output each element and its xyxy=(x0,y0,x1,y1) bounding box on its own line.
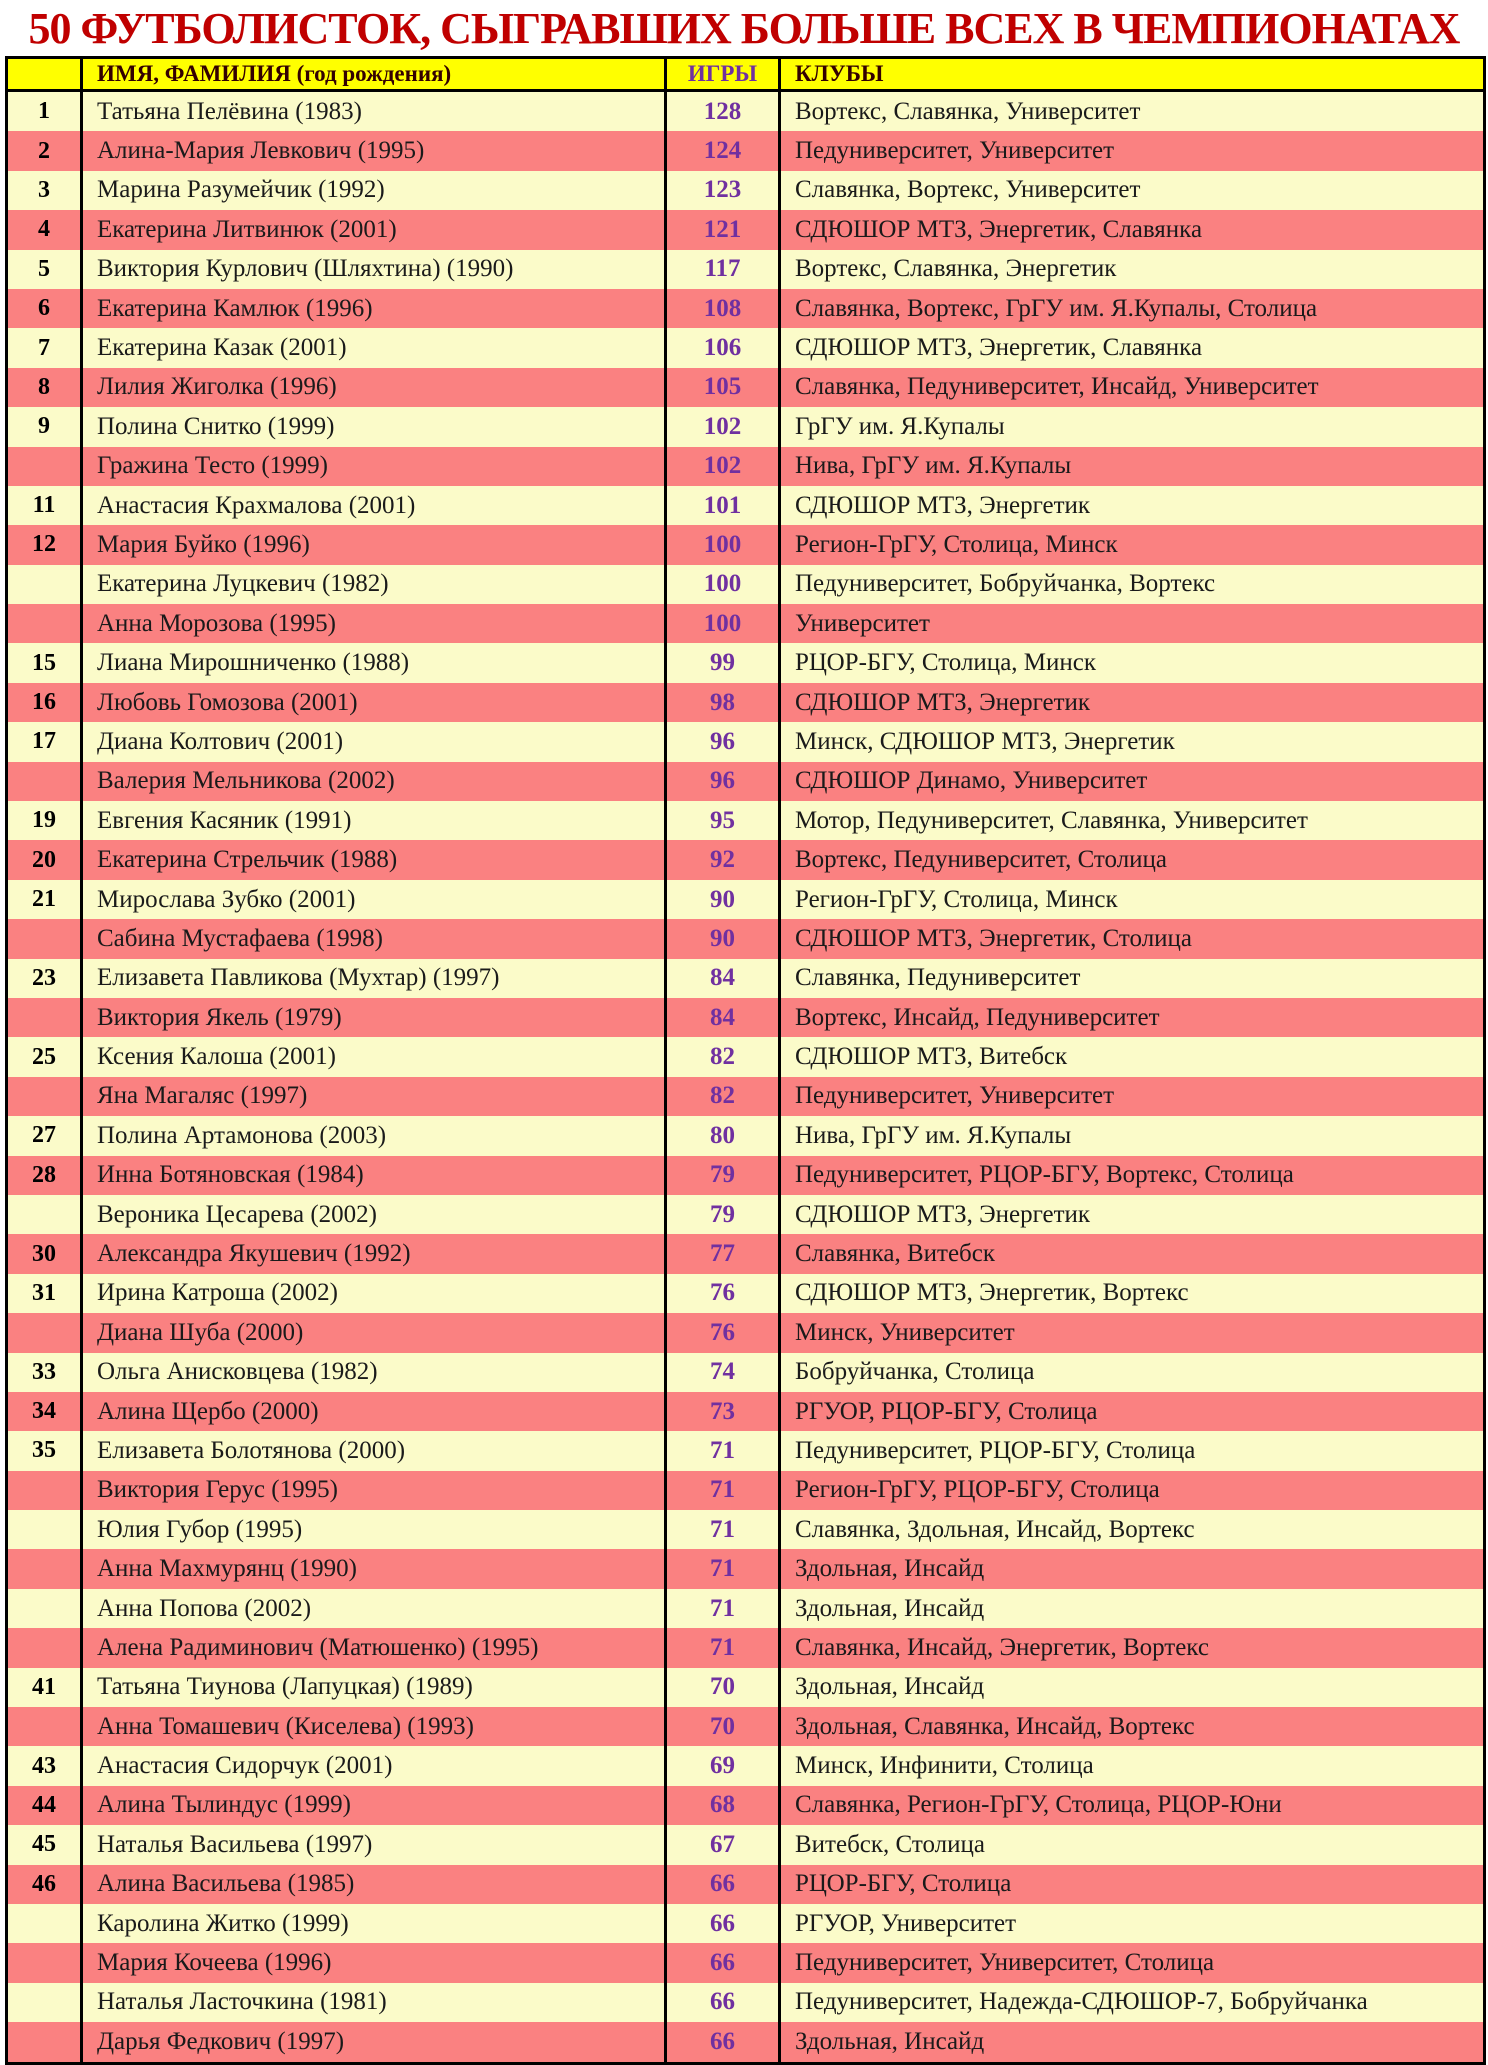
clubs-cell: Мотор, Педуниверситет, Славянка, Университет xyxy=(780,801,1485,840)
table-row xyxy=(7,131,1485,170)
name-cell: Инна Ботяновская (1984) xyxy=(82,1156,666,1195)
games-cell: 68 xyxy=(666,1786,780,1825)
games-cell: 70 xyxy=(666,1707,780,1746)
clubs-cell: СДЮШОР МТЗ, Энергетик xyxy=(780,683,1485,722)
table-row xyxy=(7,1392,1485,1431)
players-table-body xyxy=(7,91,1485,2064)
table-row xyxy=(7,1274,1485,1313)
name-cell: Марина Разумейчик (1992) xyxy=(82,171,666,210)
games-cell: 98 xyxy=(666,683,780,722)
name-cell: Ксения Калоша (2001) xyxy=(82,1037,666,1076)
games-cell: 92 xyxy=(666,840,780,879)
clubs-cell: Педуниверситет, Университет, Столица xyxy=(780,1943,1485,1982)
rank-cell: 3 xyxy=(7,171,82,210)
clubs-cell: Славянка, Педуниверситет, Инсайд, Университет xyxy=(780,368,1485,407)
clubs-cell: Вортекс, Славянка, Энергетик xyxy=(780,250,1485,289)
games-cell: 73 xyxy=(666,1392,780,1431)
clubs-cell: СДЮШОР МТЗ, Энергетик, Славянка xyxy=(780,328,1485,367)
name-cell: Яна Магаляс (1997) xyxy=(82,1077,666,1116)
clubs-cell: Славянка, Вортекс, Университет xyxy=(780,171,1485,210)
table-row xyxy=(7,2022,1485,2063)
games-cell: 77 xyxy=(666,1234,780,1273)
table-row xyxy=(7,250,1485,289)
games-cell: 67 xyxy=(666,1825,780,1864)
name-cell: Елизавета Болотянова (2000) xyxy=(82,1431,666,1470)
clubs-cell: СДЮШОР МТЗ, Энергетик, Столица xyxy=(780,919,1485,958)
clubs-cell: РГУОР, Университет xyxy=(780,1904,1485,1943)
clubs-cell: Вортекс, Инсайд, Педуниверситет xyxy=(780,998,1485,1037)
table-row xyxy=(7,604,1485,643)
rank-cell: 7 xyxy=(7,328,82,367)
table-row xyxy=(7,486,1485,525)
rank-cell: 44 xyxy=(7,1786,82,1825)
games-cell: 101 xyxy=(666,486,780,525)
table-row xyxy=(7,1156,1485,1195)
table-row xyxy=(7,683,1485,722)
games-cell: 117 xyxy=(666,250,780,289)
clubs-cell: СДЮШОР МТЗ, Энергетик, Вортекс xyxy=(780,1274,1485,1313)
name-cell: Анна Попова (2002) xyxy=(82,1589,666,1628)
clubs-cell: РГУОР, РЦОР-БГУ, Столица xyxy=(780,1392,1485,1431)
table-row xyxy=(7,407,1485,446)
clubs-cell: Регион-ГрГУ, Столица, Минск xyxy=(780,525,1485,564)
name-cell: Алена Радиминович (Матюшенко) (1995) xyxy=(82,1628,666,1667)
clubs-cell: Педуниверситет, Надежда-СДЮШОР-7, Бобруйчанка xyxy=(780,1983,1485,2022)
rank-cell xyxy=(7,1904,82,1943)
games-cell: 66 xyxy=(666,1983,780,2022)
name-cell: Татьяна Тиунова (Лапуцкая) (1989) xyxy=(82,1668,666,1707)
rank-cell: 17 xyxy=(7,722,82,761)
table-row xyxy=(7,1786,1485,1825)
table-row xyxy=(7,1353,1485,1392)
games-cell: 66 xyxy=(666,1865,780,1904)
clubs-cell: Славянка, Педуниверситет xyxy=(780,959,1485,998)
games-cell: 71 xyxy=(666,1589,780,1628)
clubs-cell: Педуниверситет, РЦОР-БГУ, Столица xyxy=(780,1431,1485,1470)
games-cell: 102 xyxy=(666,447,780,486)
table-row xyxy=(7,1865,1485,1904)
table-row xyxy=(7,1471,1485,1510)
rank-cell xyxy=(7,1549,82,1588)
name-cell: Анна Махмурянц (1990) xyxy=(82,1549,666,1588)
games-cell: 90 xyxy=(666,880,780,919)
page-title: 50 ФУТБОЛИСТОК, СЫГРАВШИХ БОЛЬШЕ ВСЕХ В ЧЕМПИОНАТАХ xyxy=(28,4,1460,53)
clubs-cell: РЦОР-БГУ, Столица, Минск xyxy=(780,643,1485,682)
name-cell: Виктория Якель (1979) xyxy=(82,998,666,1037)
rank-cell xyxy=(7,1077,82,1116)
rank-cell: 16 xyxy=(7,683,82,722)
table-row xyxy=(7,171,1485,210)
table-row xyxy=(7,525,1485,564)
name-cell: Валерия Мельникова (2002) xyxy=(82,762,666,801)
table-row xyxy=(7,1077,1485,1116)
rank-cell: 20 xyxy=(7,840,82,879)
table-row xyxy=(7,1510,1485,1549)
clubs-cell: Нива, ГрГУ им. Я.Купалы xyxy=(780,1116,1485,1155)
name-cell: Алина Тылиндус (1999) xyxy=(82,1786,666,1825)
games-cell: 90 xyxy=(666,919,780,958)
clubs-cell: Нива, ГрГУ им. Я.Купалы xyxy=(780,447,1485,486)
games-cell: 71 xyxy=(666,1549,780,1588)
name-cell: Любовь Гомозова (2001) xyxy=(82,683,666,722)
table-row xyxy=(7,919,1485,958)
table-row xyxy=(7,1943,1485,1982)
rank-cell: 5 xyxy=(7,250,82,289)
name-cell: Мария Буйко (1996) xyxy=(82,525,666,564)
table-row xyxy=(7,1904,1485,1943)
games-cell: 128 xyxy=(666,91,780,132)
rank-cell xyxy=(7,2022,82,2063)
rank-cell: 25 xyxy=(7,1037,82,1076)
rank-cell: 1 xyxy=(7,91,82,132)
rank-cell xyxy=(7,919,82,958)
table-row xyxy=(7,643,1485,682)
rank-cell: 34 xyxy=(7,1392,82,1431)
clubs-cell: Витебск, Столица xyxy=(780,1825,1485,1864)
rank-cell: 33 xyxy=(7,1353,82,1392)
rank-cell: 9 xyxy=(7,407,82,446)
clubs-cell: СДЮШОР МТЗ, Энергетик xyxy=(780,1195,1485,1234)
games-cell: 84 xyxy=(666,998,780,1037)
table-row xyxy=(7,289,1485,328)
name-cell: Екатерина Стрельчик (1988) xyxy=(82,840,666,879)
rank-cell xyxy=(7,565,82,604)
games-cell: 71 xyxy=(666,1628,780,1667)
clubs-cell: Славянка, Здольная, Инсайд, Вортекс xyxy=(780,1510,1485,1549)
games-cell: 96 xyxy=(666,722,780,761)
games-cell: 76 xyxy=(666,1313,780,1352)
clubs-cell: Славянка, Инсайд, Энергетик, Вортекс xyxy=(780,1628,1485,1667)
name-cell: Елизавета Павликова (Мухтар) (1997) xyxy=(82,959,666,998)
games-cell: 66 xyxy=(666,2022,780,2063)
games-cell: 121 xyxy=(666,210,780,249)
clubs-cell: ГрГУ им. Я.Купалы xyxy=(780,407,1485,446)
rank-cell: 35 xyxy=(7,1431,82,1470)
table-row xyxy=(7,840,1485,879)
header-clubs-cell: КЛУБЫ xyxy=(780,58,1485,91)
rank-cell: 15 xyxy=(7,643,82,682)
name-cell: Анастасия Крахмалова (2001) xyxy=(82,486,666,525)
name-cell: Мирослава Зубко (2001) xyxy=(82,880,666,919)
games-cell: 80 xyxy=(666,1116,780,1155)
games-cell: 105 xyxy=(666,368,780,407)
name-cell: Алина Щербо (2000) xyxy=(82,1392,666,1431)
rank-cell: 43 xyxy=(7,1746,82,1785)
rank-cell xyxy=(7,1983,82,2022)
table-row xyxy=(7,959,1485,998)
table-row xyxy=(7,1037,1485,1076)
clubs-cell: Вортекс, Педуниверситет, Столица xyxy=(780,840,1485,879)
rank-cell xyxy=(7,1589,82,1628)
name-cell: Виктория Курлович (Шляхтина) (1990) xyxy=(82,250,666,289)
rank-cell: 46 xyxy=(7,1865,82,1904)
games-cell: 99 xyxy=(666,643,780,682)
rank-cell: 41 xyxy=(7,1668,82,1707)
table-row xyxy=(7,328,1485,367)
rank-cell xyxy=(7,762,82,801)
rank-cell xyxy=(7,1471,82,1510)
table-row xyxy=(7,1707,1485,1746)
name-cell: Виктория Герус (1995) xyxy=(82,1471,666,1510)
name-cell: Каролина Житко (1999) xyxy=(82,1904,666,1943)
table-row xyxy=(7,722,1485,761)
table-row xyxy=(7,801,1485,840)
games-cell: 79 xyxy=(666,1195,780,1234)
rank-cell xyxy=(7,1195,82,1234)
rank-cell: 19 xyxy=(7,801,82,840)
clubs-cell: Педуниверситет, Университет xyxy=(780,1077,1485,1116)
table-row xyxy=(7,880,1485,919)
name-cell: Алина-Мария Левкович (1995) xyxy=(82,131,666,170)
name-cell: Полина Артамонова (2003) xyxy=(82,1116,666,1155)
name-cell: Лилия Жиголка (1996) xyxy=(82,368,666,407)
clubs-cell: Здольная, Инсайд xyxy=(780,2022,1485,2063)
name-cell: Екатерина Казак (2001) xyxy=(82,328,666,367)
table-row xyxy=(7,565,1485,604)
games-cell: 100 xyxy=(666,565,780,604)
name-cell: Анна Томашевич (Киселева) (1993) xyxy=(82,1707,666,1746)
games-cell: 123 xyxy=(666,171,780,210)
games-cell: 82 xyxy=(666,1077,780,1116)
table-row xyxy=(7,368,1485,407)
rank-cell xyxy=(7,1313,82,1352)
games-cell: 95 xyxy=(666,801,780,840)
rank-cell: 11 xyxy=(7,486,82,525)
rank-cell: 23 xyxy=(7,959,82,998)
games-cell: 102 xyxy=(666,407,780,446)
table-row xyxy=(7,1313,1485,1352)
games-cell: 74 xyxy=(666,1353,780,1392)
table-row xyxy=(7,1628,1485,1667)
rank-cell: 28 xyxy=(7,1156,82,1195)
name-cell: Екатерина Луцкевич (1982) xyxy=(82,565,666,604)
rank-cell: 27 xyxy=(7,1116,82,1155)
rank-cell xyxy=(7,998,82,1037)
games-cell: 71 xyxy=(666,1510,780,1549)
rank-cell: 12 xyxy=(7,525,82,564)
table-row xyxy=(7,1431,1485,1470)
table-row xyxy=(7,762,1485,801)
rank-cell xyxy=(7,1628,82,1667)
name-cell: Анна Морозова (1995) xyxy=(82,604,666,643)
rank-cell: 6 xyxy=(7,289,82,328)
games-cell: 100 xyxy=(666,604,780,643)
name-cell: Ольга Анисковцева (1982) xyxy=(82,1353,666,1392)
name-cell: Диана Колтович (2001) xyxy=(82,722,666,761)
games-cell: 66 xyxy=(666,1904,780,1943)
games-cell: 71 xyxy=(666,1431,780,1470)
rank-cell xyxy=(7,447,82,486)
table-row xyxy=(7,447,1485,486)
table-row xyxy=(7,1589,1485,1628)
name-cell: Алина Васильева (1985) xyxy=(82,1865,666,1904)
clubs-cell: Минск, СДЮШОР МТЗ, Энергетик xyxy=(780,722,1485,761)
clubs-cell: РЦОР-БГУ, Столица xyxy=(780,1865,1485,1904)
rank-cell: 45 xyxy=(7,1825,82,1864)
clubs-cell: Здольная, Инсайд xyxy=(780,1589,1485,1628)
clubs-cell: СДЮШОР МТЗ, Энергетик, Славянка xyxy=(780,210,1485,249)
name-cell: Гражина Тесто (1999) xyxy=(82,447,666,486)
games-cell: 108 xyxy=(666,289,780,328)
rank-cell xyxy=(7,1510,82,1549)
rank-cell: 30 xyxy=(7,1234,82,1273)
rank-cell: 31 xyxy=(7,1274,82,1313)
header-games-cell: ИГРЫ xyxy=(666,58,780,91)
header-row xyxy=(7,58,1485,91)
games-cell: 71 xyxy=(666,1471,780,1510)
table-row xyxy=(7,1825,1485,1864)
clubs-cell: Славянка, Вортекс, ГрГУ им. Я.Купалы, Столица xyxy=(780,289,1485,328)
clubs-cell: СДЮШОР МТЗ, Витебск xyxy=(780,1037,1485,1076)
clubs-cell: Педуниверситет, РЦОР-БГУ, Вортекс, Столица xyxy=(780,1156,1485,1195)
name-cell: Мария Кочеева (1996) xyxy=(82,1943,666,1982)
clubs-cell: Славянка, Регион-ГрГУ, Столица, РЦОР-Юни xyxy=(780,1786,1485,1825)
players-table xyxy=(5,56,1486,2065)
table-row xyxy=(7,1668,1485,1707)
games-cell: 66 xyxy=(666,1943,780,1982)
rank-cell: 21 xyxy=(7,880,82,919)
table-row xyxy=(7,1116,1485,1155)
clubs-cell: Регион-ГрГУ, РЦОР-БГУ, Столица xyxy=(780,1471,1485,1510)
name-cell: Наталья Ласточкина (1981) xyxy=(82,1983,666,2022)
games-cell: 96 xyxy=(666,762,780,801)
clubs-cell: Здольная, Славянка, Инсайд, Вортекс xyxy=(780,1707,1485,1746)
games-cell: 69 xyxy=(666,1746,780,1785)
clubs-cell: Здольная, Инсайд xyxy=(780,1549,1485,1588)
rank-cell xyxy=(7,604,82,643)
name-cell: Лиана Мирошниченко (1988) xyxy=(82,643,666,682)
name-cell: Вероника Цесарева (2002) xyxy=(82,1195,666,1234)
clubs-cell: Минск, Инфинити, Столица xyxy=(780,1746,1485,1785)
clubs-cell: Славянка, Витебск xyxy=(780,1234,1485,1273)
name-cell: Сабина Мустафаева (1998) xyxy=(82,919,666,958)
table-row xyxy=(7,1983,1485,2022)
games-cell: 79 xyxy=(666,1156,780,1195)
games-cell: 70 xyxy=(666,1668,780,1707)
clubs-cell: СДЮШОР Динамо, Университет xyxy=(780,762,1485,801)
clubs-cell: Университет xyxy=(780,604,1485,643)
name-cell: Полина Снитко (1999) xyxy=(82,407,666,446)
rank-cell: 8 xyxy=(7,368,82,407)
name-cell: Евгения Касяник (1991) xyxy=(82,801,666,840)
name-cell: Екатерина Камлюк (1996) xyxy=(82,289,666,328)
games-cell: 106 xyxy=(666,328,780,367)
clubs-cell: Вортекс, Славянка, Университет xyxy=(780,91,1485,132)
name-cell: Ирина Катроша (2002) xyxy=(82,1274,666,1313)
rank-cell xyxy=(7,1943,82,1982)
header-rank-cell xyxy=(7,58,82,91)
clubs-cell: Здольная, Инсайд xyxy=(780,1668,1485,1707)
games-cell: 76 xyxy=(666,1274,780,1313)
name-cell: Диана Шуба (2000) xyxy=(82,1313,666,1352)
games-cell: 84 xyxy=(666,959,780,998)
games-cell: 100 xyxy=(666,525,780,564)
table-row xyxy=(7,91,1485,132)
table-row xyxy=(7,1746,1485,1785)
name-cell: Юлия Губор (1995) xyxy=(82,1510,666,1549)
name-cell: Татьяна Пелёвина (1983) xyxy=(82,91,666,132)
name-cell: Анастасия Сидорчук (2001) xyxy=(82,1746,666,1785)
rank-cell: 2 xyxy=(7,131,82,170)
clubs-cell: Минск, Университет xyxy=(780,1313,1485,1352)
table-row xyxy=(7,1234,1485,1273)
name-cell: Екатерина Литвинюк (2001) xyxy=(82,210,666,249)
rank-cell xyxy=(7,1707,82,1746)
header-name-cell: ИМЯ, ФАМИЛИЯ (год рождения) xyxy=(82,58,666,91)
name-cell: Александра Якушевич (1992) xyxy=(82,1234,666,1273)
games-cell: 82 xyxy=(666,1037,780,1076)
games-cell: 124 xyxy=(666,131,780,170)
clubs-cell: Бобруйчанка, Столица xyxy=(780,1353,1485,1392)
table-row xyxy=(7,1549,1485,1588)
table-row xyxy=(7,1195,1485,1234)
rank-cell: 4 xyxy=(7,210,82,249)
name-cell: Наталья Васильева (1997) xyxy=(82,1825,666,1864)
clubs-cell: Педуниверситет, Бобруйчанка, Вортекс xyxy=(780,565,1485,604)
clubs-cell: Регион-ГрГУ, Столица, Минск xyxy=(780,880,1485,919)
name-cell: Дарья Федкович (1997) xyxy=(82,2022,666,2063)
clubs-cell: Педуниверситет, Университет xyxy=(780,131,1485,170)
table-row xyxy=(7,998,1485,1037)
table-row xyxy=(7,210,1485,249)
clubs-cell: СДЮШОР МТЗ, Энергетик xyxy=(780,486,1485,525)
